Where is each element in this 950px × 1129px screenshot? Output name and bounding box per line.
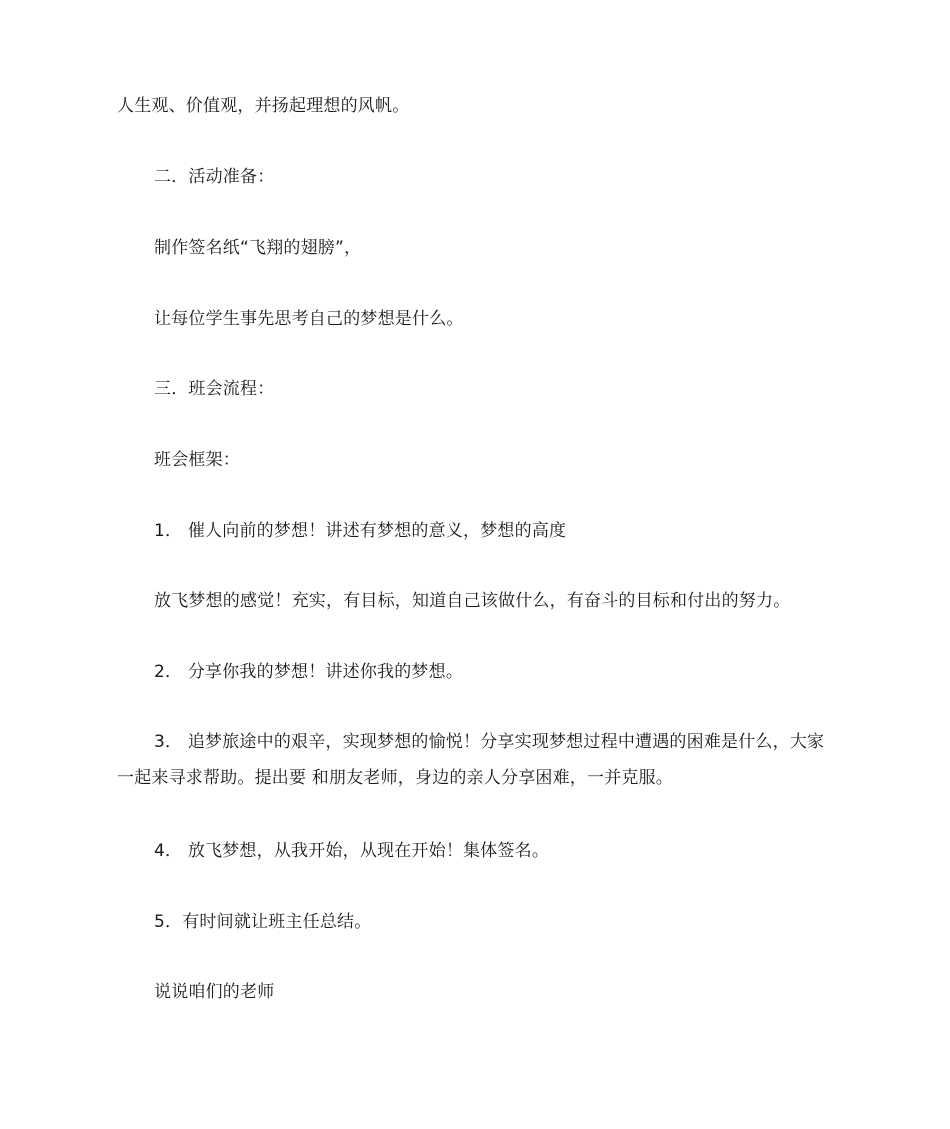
paragraph-signature-paper: 制作签名纸“飞翔的翅膀”， [154, 238, 362, 258]
list-item-5: 5．有时间就让班主任总结。 [154, 912, 372, 932]
heading-meeting-framework: 班会框架： [154, 450, 240, 470]
paragraph-dream-feeling: 放飞梦想的感觉！充实，有目标，知道自己该做什么，有奋斗的目标和付出的努力。 [154, 591, 791, 611]
list-item-3: 3． 追梦旅途中的艰辛，实现梦想的愉悦！分享实现梦想过程中遭遇的困难是什么，大家一起来寻求帮助。提出要 和朋友老师，身边的亲人分享困难，一并克服。 [117, 732, 825, 788]
paragraph-about-teacher: 说说咱们的老师 [154, 982, 275, 1002]
heading-activity-preparation: 二．活动准备： [154, 167, 275, 187]
list-item-4: 4． 放飞梦想，从我开始，从现在开始！集体签名。 [154, 841, 550, 861]
list-item-2: 2． 分享你我的梦想！讲述你我的梦想。 [154, 662, 464, 682]
list-item-1: 1． 催人向前的梦想！讲述有梦想的意义，梦想的高度 [154, 521, 567, 541]
heading-class-meeting-process: 三．班会流程： [154, 379, 275, 399]
paragraph-intro-continuation: 人生观、价值观，并扬起理想的风帆。 [117, 96, 410, 116]
paragraph-student-thinking: 让每位学生事先思考自己的梦想是什么。 [154, 309, 464, 329]
